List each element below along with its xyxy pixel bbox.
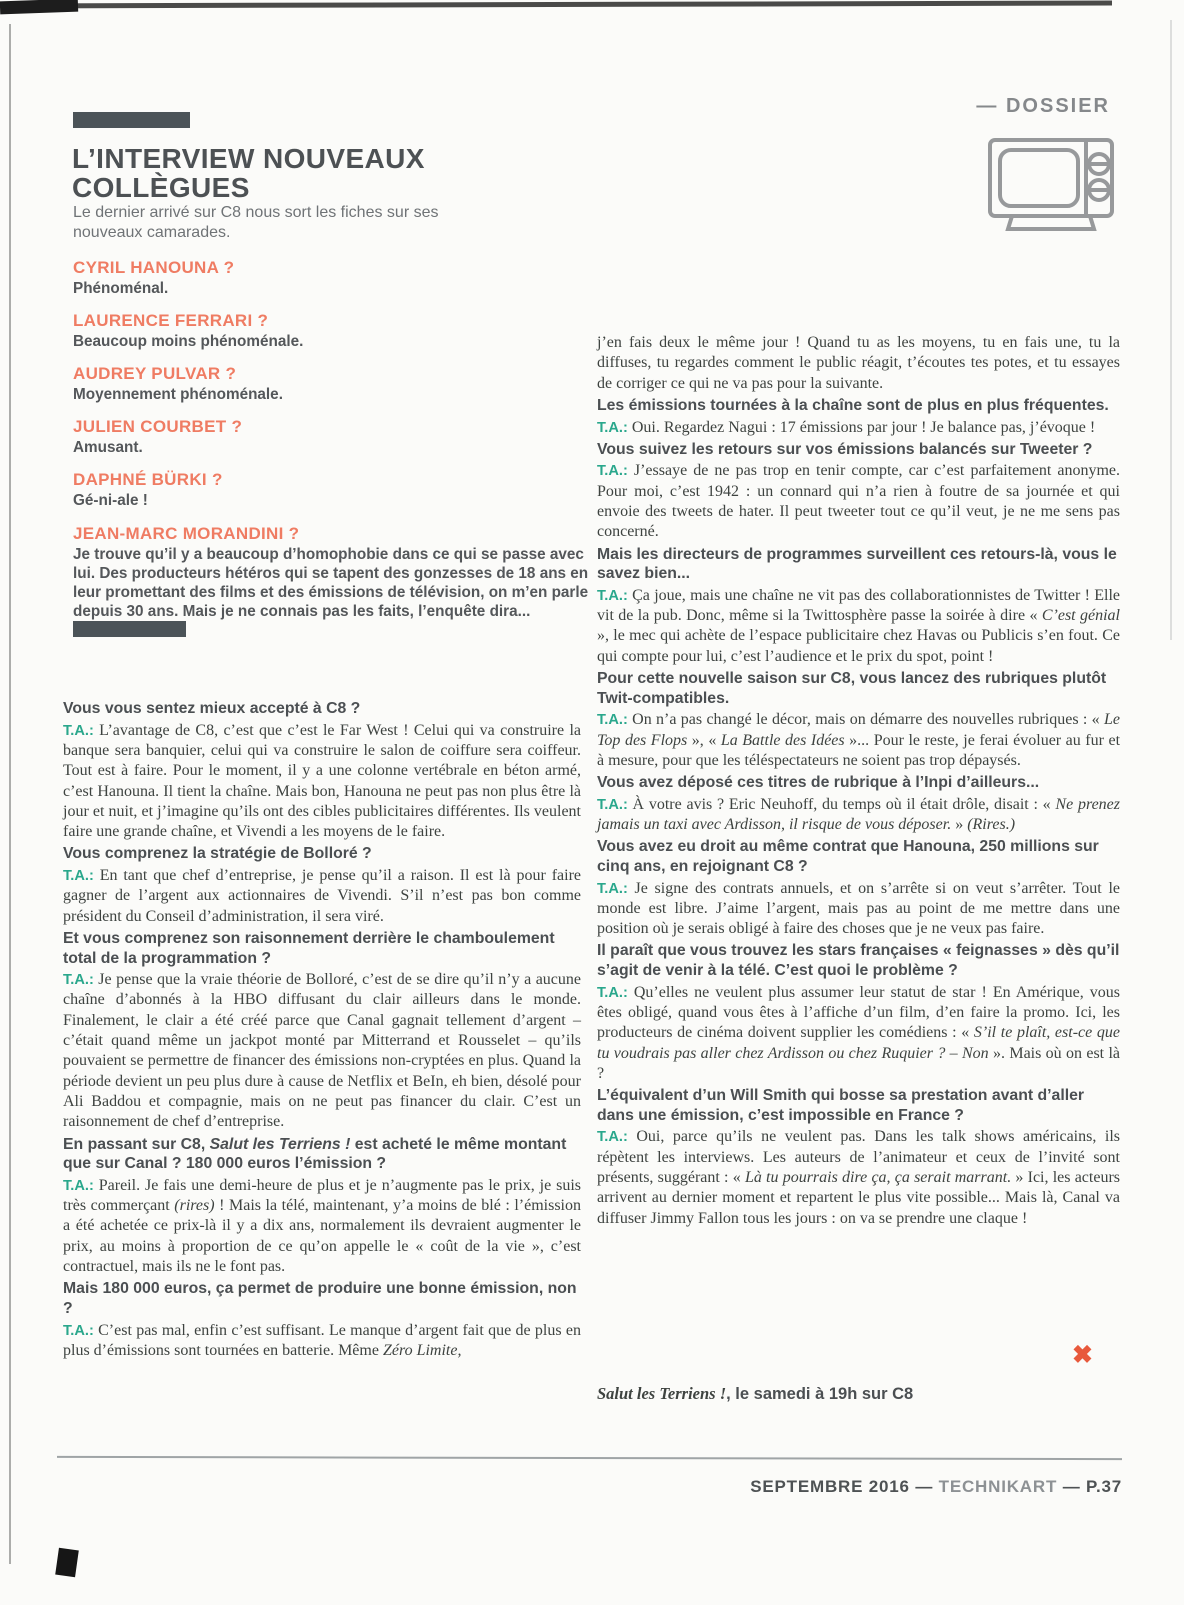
interview-question bbox=[597, 773, 1120, 793]
question-text: est acheté le même montant que sur Canal ? 180 000 euros l’émission ? bbox=[63, 1135, 567, 1173]
question-text: Mais 180 000 euros, ça permet de produire une bonne émission, non ? bbox=[63, 1280, 577, 1317]
speaker-prefix: T.A.: bbox=[63, 1177, 94, 1194]
emphasis-text: (Rires.) bbox=[967, 816, 1016, 834]
speaker-prefix: T.A.: bbox=[597, 880, 628, 897]
emphasis-text: Zéro Limite, bbox=[382, 1341, 462, 1359]
interview-question bbox=[597, 669, 1120, 708]
fiche-comment: Beaucoup moins phénoménale. bbox=[73, 333, 304, 351]
scan-artifact-right-line bbox=[1170, 20, 1172, 640]
question-text: Mais les directeurs de programmes surveillent ces retours-là, vous le savez bien... bbox=[597, 545, 1117, 583]
answer-text: » bbox=[951, 816, 968, 834]
answer-text: »... Pour le reste, je ferai évoluer au fur et à mesure, pour que les téléspectateurs ne soient pas trop dépaysés. bbox=[597, 731, 1121, 769]
question-text: Vous avez eu droit au même contrat que Hanouna, 250 millions sur cinq ans, en rejoignant C8 ? bbox=[597, 838, 1099, 875]
answer-text: C’est pas mal, enfin c’est suffisant. Le manque d’argent fait que de plus en plus d’émissions sont tournées en batterie. Même bbox=[63, 1321, 581, 1359]
interview-column-left bbox=[63, 697, 581, 1362]
interview-question bbox=[63, 929, 581, 968]
speaker-prefix: T.A.: bbox=[63, 868, 94, 885]
emphasis-text: Ne prenez jamais un taxi avec Ardisson, il risque de vous déposer. bbox=[597, 795, 1121, 834]
interview-answer bbox=[63, 1321, 581, 1362]
speaker-prefix: T.A.: bbox=[597, 419, 628, 436]
answer-text: Ça joue, mais une chaîne ne vit pas des collaborationnistes de Twitter ! Elle vit de la pub. Donc, même si la Twittosphère passe la soirée à dire « bbox=[597, 586, 1120, 625]
emphasis-text: (rires) bbox=[174, 1197, 215, 1215]
scan-artifact-bottom-left bbox=[55, 1548, 79, 1578]
question-text: Vous vous sentez mieux accepté à C8 ? bbox=[63, 700, 361, 717]
end-of-article-mark: ✖ bbox=[1072, 1341, 1093, 1369]
speaker-prefix: T.A.: bbox=[63, 1322, 94, 1339]
fiche-entry bbox=[73, 364, 593, 404]
scan-artifact-top-line bbox=[12, 1, 1112, 9]
interview-question bbox=[597, 941, 1120, 980]
page-subtitle: Le dernier arrivé sur C8 nous sort les fiches sur ses nouveaux camarades. bbox=[73, 204, 439, 242]
show-title: Salut les Terriens ! bbox=[597, 1384, 727, 1403]
fiche-comment: Gé-ni-ale ! bbox=[73, 492, 148, 510]
answer-text: J’essaye de ne pas trop en tenir compte, car c’est parfaitement anonyme. Pour moi, c’est 1942 : un connard qui n’a rien à foutre de sa journée et qui envoie des tweets de hater. Il peut tweeter tout ce qu’il veut, je ne me sens pas concerné. bbox=[597, 462, 1120, 541]
answer-text: Je pense que la vraie théorie de Bolloré, c’est de se dire qu’il n’y a aucune chaîne d’abonnés à la HBO diffusant du clair ailleurs dans le monde. Finalement, le clair a été créé parce que Canal gagnait tellement d’argent – c’était quand même un jackpot monté par Mitterrand et Rousselet – qu’ils pouvaient se permettre de financer des émissions non-cryptées en plus. Quand la période devient un peu plus dure à cause de Netflix et BeIn, eh bien, désolé pour Ali Baddou et compagnie, mais on ne peut pas financer du clair. C’est un raisonnement de chef d’entreprise. bbox=[63, 971, 581, 1131]
speaker-prefix: T.A.: bbox=[597, 587, 628, 604]
speaker-prefix: T.A.: bbox=[597, 984, 628, 1001]
fiche-entry bbox=[73, 524, 593, 621]
answer-text: Je signe des contrats annuels, et on s’arrête si on veut s’arrêter. Tout le monde est libre. J’aime l’argent, mais pas au point de me mettre dans une position où je serais obligé à faire des choses que je ne veux pas faire. bbox=[597, 879, 1120, 938]
answer-text: À votre avis ? Eric Neuhoff, du temps où il était drôle, disait : « bbox=[627, 795, 1056, 813]
fiche-entry bbox=[73, 258, 593, 298]
interview-answer bbox=[597, 418, 1120, 438]
answer-text: On n’a pas changé le décor, mais on démarre des nouvelles rubriques : « bbox=[627, 711, 1104, 729]
answer-text: En tant que chef d’entreprise, je pense qu’il a raison. Il est là pour faire gagner de l’argent aux actionnaires de Vivendi. S’il n’est pas bon comme président du Conseil d’administration, il sera viré. bbox=[63, 867, 581, 925]
page-title: L’INTERVIEW NOUVEAUX COLLÈGUES bbox=[72, 143, 425, 204]
speaker-prefix: T.A.: bbox=[597, 712, 628, 729]
fiche-comment: Je trouve qu’il y a beaucoup d’homophobie dans ce qui se passe avec lui. Des producteurs hétéros qui se tapent des gonzesses de 18 ans en leur promettant des films et des émissions de télévision, on m’en parle depuis 30 ans. Mais je ne connais pas les faits, l’enquête dira... bbox=[73, 545, 589, 620]
answer-text: », « bbox=[687, 731, 721, 749]
interview-question bbox=[597, 545, 1120, 584]
answer-text: ». Mais où on est là ? bbox=[597, 1044, 1120, 1082]
question-text: Vous avez déposé ces titres de rubrique à l’Inpi d’ailleurs... bbox=[597, 774, 1040, 792]
question-text: Et vous comprenez son raisonnement derrière le chamboulement total de la programmation ? bbox=[63, 929, 555, 967]
emphasis-text: Le Top des Flops bbox=[597, 711, 1120, 749]
section-kicker: — DOSSIER bbox=[976, 95, 1110, 117]
interview-answer bbox=[597, 795, 1120, 836]
interview-answer bbox=[63, 1176, 581, 1278]
question-text: Vous suivez les retours sur vos émissions balancés sur Tweeter ? bbox=[597, 440, 1093, 458]
fiche-entry bbox=[73, 417, 593, 457]
question-text: Les émissions tournées à la chaîne sont de plus en plus fréquentes. bbox=[597, 396, 1109, 414]
answer-text: L’avantage de C8, c’est que c’est le Far West ! Celui qui va construire la banque sera banquier, celui qui va construire le salon de coiffure sera coiffeur. Tout est à faire. Pour le moment, il y a une colonne vertébrale en béton armé, c’est Hanouna. Il tient la chaîne. Mais bon, Hanouna ne peut pas non plus être là jour et nuit, et j’imagine qu’ils ont des cibles publicitaires différentes. Ils veulent faire une grande chaîne, et Vivendi a les moyens de le faire. bbox=[63, 721, 581, 841]
question-text: Il paraît que vous trouvez les stars françaises « feignasses » dès qu’il s’agit de venir à la télé. C’est quoi le problème ? bbox=[597, 942, 1120, 980]
fiche-comment: Phénoménal. bbox=[73, 280, 169, 297]
interview-answer bbox=[597, 333, 1120, 394]
answer-text: », le mec qui achète de l’espace publicitaire chez Havas ou Publicis s’en fout. Ce qui compte pour lui, c’est l’audience et le prix du spot, point ! bbox=[597, 627, 1120, 665]
emphasis-text: La Battle des Idées bbox=[720, 731, 845, 749]
question-text: En passant sur C8, bbox=[63, 1135, 210, 1153]
interview-column-right bbox=[597, 333, 1120, 1230]
interview-answer bbox=[63, 866, 581, 927]
tv-icon bbox=[986, 132, 1118, 239]
answer-text: Oui, parce qu’ils ne veulent pas. Dans les talk shows américains, ils répètent les interviews. Les auteurs de l’animateur et ceux de l’invité sont présents, suggérant : « bbox=[597, 1128, 1120, 1186]
answer-text: ! Mais la télé, maintenant, y’a moins de blé : l’émission a été achetée ce prix-là il y a dix ans, normalement ils devraient augmenter le prix, au moins à proportion de ce qu’on appelle le « coût de la vie », c’est contractuel, mais ils ne le font pas. bbox=[63, 1197, 582, 1276]
interview-question bbox=[597, 1086, 1120, 1125]
interview-answer bbox=[597, 1127, 1120, 1229]
fiche-entry bbox=[73, 311, 593, 351]
interview-answer bbox=[597, 461, 1120, 542]
fiche-name: JULIEN COURBET ? bbox=[73, 417, 243, 437]
fiche-name: LAURENCE FERRARI ? bbox=[73, 311, 269, 331]
scan-artifact-left-line bbox=[9, 24, 11, 1564]
footer-page-number: — P.37 bbox=[1062, 1477, 1122, 1496]
speaker-prefix: T.A.: bbox=[597, 463, 628, 480]
answer-text: j’en fais deux le même jour ! Quand tu as les moyens, tu en fais une, tu la diffuses, tu regardes comment le public réagit, t’écoutes tes potes, et tu essayes de corriger ce qui ne va pas pour la suivante. bbox=[597, 334, 1120, 392]
emphasis-text: S’il te plaît, est-ce que tu voudrais pas aller chez Ardisson ou chez Ruquier ? – Non bbox=[597, 1024, 1120, 1062]
interview-question bbox=[597, 837, 1120, 876]
section-rule bbox=[73, 621, 186, 637]
scan-artifact-corner bbox=[0, 0, 78, 14]
interview-question bbox=[63, 844, 581, 864]
fiche-list bbox=[73, 258, 593, 634]
fiche-comment: Amusant. bbox=[73, 439, 143, 457]
footer-issue-date: SEPTEMBRE 2016 — bbox=[750, 1477, 934, 1496]
answer-text: Oui. Regardez Nagui : 17 émissions par jour ! Je balance pas, j’évoque ! bbox=[627, 418, 1096, 436]
emphasis-text: Là tu pourrais dire ça, ça serait marrant. bbox=[744, 1168, 1012, 1186]
title-rule bbox=[73, 112, 190, 128]
interview-answer bbox=[63, 721, 581, 843]
speaker-prefix: T.A.: bbox=[597, 1129, 628, 1146]
speaker-prefix: T.A.: bbox=[63, 722, 94, 739]
interview-answer bbox=[597, 710, 1120, 771]
broadcast-info bbox=[597, 1384, 913, 1404]
emphasis-text: Salut les Terriens ! bbox=[209, 1135, 351, 1153]
fiche-name: DAPHNÉ BÜRKI ? bbox=[73, 470, 223, 490]
broadcast-time: , le samedi à 19h sur C8 bbox=[726, 1385, 914, 1403]
speaker-prefix: T.A.: bbox=[597, 796, 628, 813]
fiche-comment: Moyennement phénoménale. bbox=[73, 386, 283, 404]
interview-question bbox=[63, 699, 581, 719]
question-text: Vous comprenez la stratégie de Bolloré ? bbox=[63, 845, 372, 863]
answer-text: Pareil. Je fais une demi-heure de plus et je n’augmente pas le prix, je suis très commerçant bbox=[63, 1176, 581, 1215]
fiche-entry bbox=[73, 470, 593, 510]
speaker-prefix: T.A.: bbox=[63, 972, 94, 989]
interview-answer bbox=[597, 879, 1120, 940]
interview-question bbox=[63, 1135, 581, 1174]
page-footer bbox=[750, 1477, 1122, 1497]
interview-answer bbox=[63, 970, 581, 1133]
fiche-name: CYRIL HANOUNA ? bbox=[73, 258, 235, 277]
interview-question bbox=[597, 440, 1120, 460]
footer-magazine-name: TECHNIKART bbox=[938, 1477, 1058, 1496]
interview-question bbox=[597, 396, 1120, 416]
interview-question bbox=[63, 1279, 581, 1318]
answer-text: » Ici, les acteurs arrivent au dernier moment et repartent le plus vite possible... Mais là, Canal va diffuser Jimmy Fallon tous les jours : on va se prendre une claque ! bbox=[597, 1168, 1121, 1227]
question-text: Pour cette nouvelle saison sur C8, vous lancez des rubriques plutôt Twit-compatibles. bbox=[597, 670, 1107, 707]
fiche-name: AUDREY PULVAR ? bbox=[73, 364, 237, 384]
emphasis-text: C’est génial bbox=[1041, 607, 1121, 625]
answer-text: Qu’elles ne veulent plus assumer leur statut de star ! En Amérique, vous êtes obligé, quand vous êtes à l’affiche d’un film, d’en faire la promo. Ici, les producteurs de cinéma doivent supplier les comédiens : « bbox=[597, 983, 1120, 1042]
interview-answer bbox=[597, 983, 1120, 1085]
fiche-name: JEAN-MARC MORANDINI ? bbox=[73, 523, 300, 543]
question-text: L’équivalent d’un Will Smith qui bosse sa prestation avant d’aller dans une émission, c’est impossible en France ? bbox=[597, 1087, 1085, 1124]
interview-answer bbox=[597, 586, 1120, 667]
footer-rule bbox=[57, 1456, 1122, 1460]
